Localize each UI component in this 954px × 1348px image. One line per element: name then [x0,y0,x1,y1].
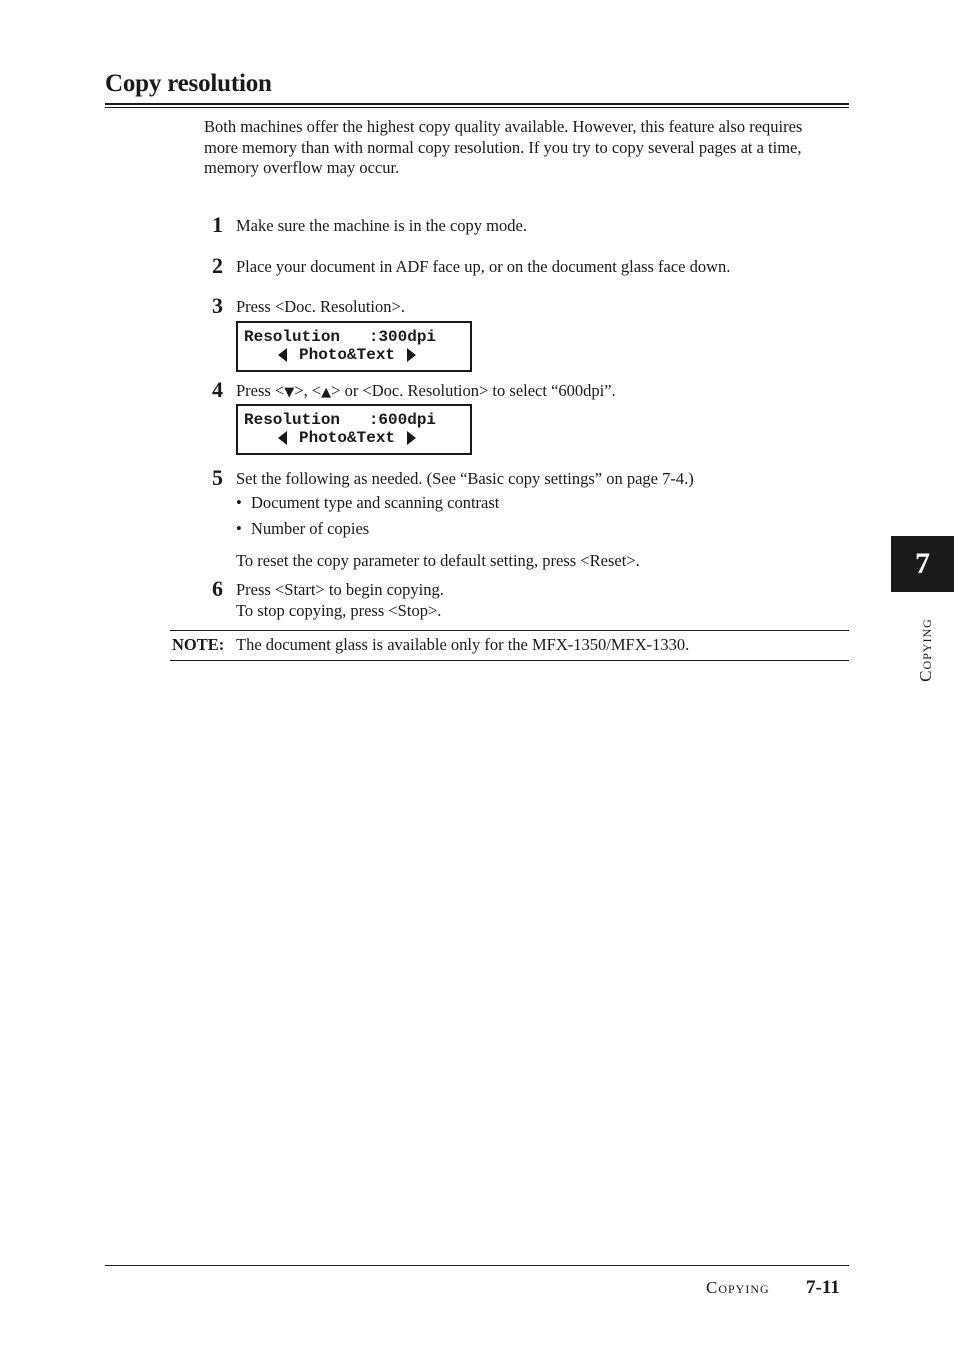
bullet-icon: • [236,519,242,538]
step-number: 5 [212,465,223,490]
right-arrow-icon [407,348,416,362]
bullet-item [236,518,369,539]
step-number: 1 [212,212,223,237]
step-text: Press <Start> to begin copying. [236,580,444,599]
lcd-line-1: Resolution :600dpi [244,411,437,429]
footer-rule [105,1265,849,1266]
title-rule-thin [105,107,849,108]
note-rule-bottom [170,660,849,661]
page-title: Copy resolution [105,70,272,97]
bullet-item [236,492,499,513]
note-text: The document glass is available only for the MFX-1350/MFX-1330. [236,635,690,654]
footer-section: Copying [706,1278,770,1297]
right-arrow-icon [407,431,416,445]
lcd-display-600dpi [236,404,472,455]
step-text-part: >, < [294,381,322,400]
step-text-part: > or <Doc. Resolution> to select “600dpi”. [331,381,616,400]
left-arrow-icon [278,431,287,445]
page-number: 7-11 [806,1277,840,1298]
bullet-text: Number of copies [251,519,370,538]
step-number: 3 [212,293,223,318]
step-text: Make sure the machine is in the copy mode. [236,216,527,235]
chapter-tab: 7 [891,536,954,592]
down-arrow-icon: ▼ [284,385,295,400]
lcd-mode-text: Photo&Text [299,429,396,447]
up-arrow-icon: ▲ [321,385,332,400]
title-rule [105,103,849,105]
step-text [236,380,616,403]
step-text: Place your document in ADF face up, or on the document glass face down. [236,257,731,276]
step-text: Set the following as needed. (See “Basic copy settings” on page 7-4.) [236,469,694,488]
chapter-side-text: Copying [916,618,935,682]
lcd-display-300dpi [236,321,472,372]
bullet-icon: • [236,493,242,512]
step-number: 6 [212,576,223,601]
reset-text: To reset the copy parameter to default setting, press <Reset>. [236,551,640,570]
lcd-line-2 [278,346,416,364]
step-text: To stop copying, press <Stop>. [236,601,442,620]
bullet-text: Document type and scanning contrast [251,493,500,512]
lcd-mode-text: Photo&Text [299,346,396,364]
step-text: Press <Doc. Resolution>. [236,297,405,316]
note-label: NOTE: [172,635,225,654]
left-arrow-icon [278,348,287,362]
step-number: 4 [212,377,223,402]
note-rule-top [170,630,849,631]
step-number: 2 [212,253,223,278]
intro-paragraph: Both machines offer the highest copy quality available. However, this feature also requires more memory than with normal copy resolution. If you try to copy several pages at a time, memory overflow may occur. [204,117,803,177]
lcd-line-2 [278,429,416,447]
lcd-line-1: Resolution :300dpi [244,328,437,346]
step-text-part: Press < [236,381,285,400]
